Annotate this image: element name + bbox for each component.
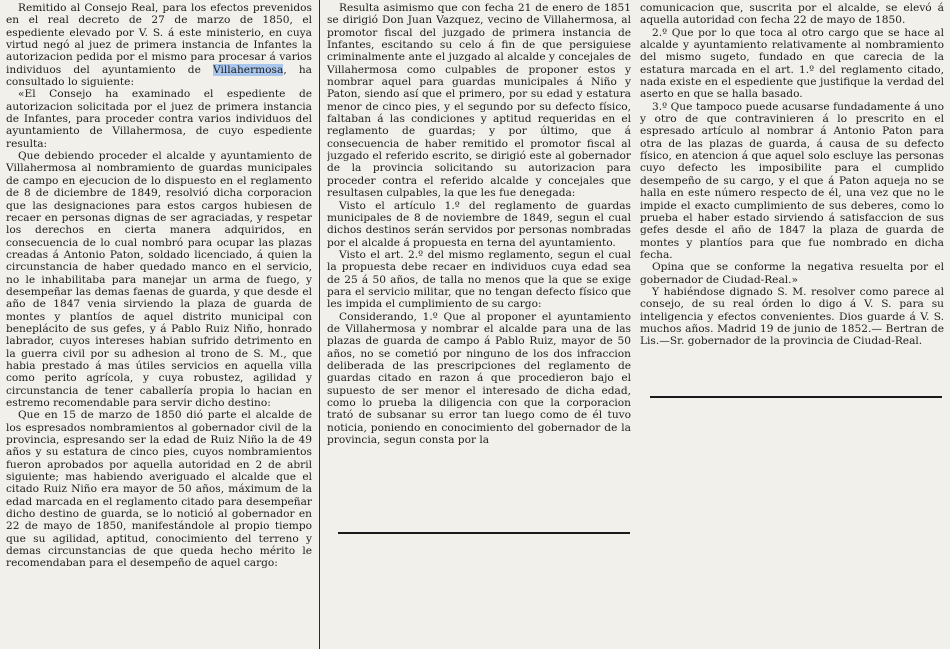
paragraph: Visto el art. 2.º del mismo reglamento, segun el cual la propuesta debe recaer en individuos cuya edad sea de 25 á 50 años, de talla no menos que la que se exige para el servicio militar, que no tengan defecto físico que les impida el cumplimiento de su cargo: (327, 248, 631, 311)
column-divider (319, 0, 320, 649)
paragraph: Visto el artículo 1.º del reglamento de guardas municipales de 8 de noviembre de 1849, segun el cual dichos destinos serán servidos por personas nombradas por el alcalde á propuesta en terna del ayuntamiento. (327, 199, 631, 249)
column-3 (640, 2, 944, 392)
paragraph: 3.º Que tampoco puede acusarse fundadamente á uno y otro de que contravinieren á lo prescrito en el espresado artículo al nombrar á Antonio Paton para otra de las plazas de guarda, á causa de su defecto físico, en atencion á que aquel solo escluye las personas cuyo defecto les imposibilite para el cumplido desempeño de su cargo, y el que á Paton aqueja no se halla en este número respecto de él, una vez que no le impide el exacto cumplimiento de sus deberes, como lo prueba el haber estado sirviendo á satisfaccion de sus gefes desde el año de 1847 la plaza de guarda de montes y plantíos para que fue nombrado en dicha fecha. (640, 100, 944, 261)
section-end-rule (338, 532, 630, 534)
highlighted-word: Villahermosa (213, 63, 284, 76)
paragraph (6, 2, 312, 88)
paragraph-text: Remitido al Consejo Real, para los efectos prevenidos en el real decreto de 27 de marzo de 1850, el espediente elevado por V. S. á este ministerio, en cuya virtud negó al juez de primera instancia de Infantes la autorizacion pedida por el mismo para procesar á varios individuos del ayuntamiento de (6, 2, 312, 76)
paragraph: Resulta asimismo que con fecha 21 de enero de 1851 se dirigió Don Juan Vazquez, vecino de Villahermosa, al promotor fiscal del juzgado de primera instancia de Infantes, escitando su celo á fin de que persiguiese criminalmente ante el juzgado al alcalde y concejales de Villahermosa como culpables de proponer estos y nombrar aquel para guardas municipales á Niño y Paton, siendo así que el primero, por su edad y estatura menor de cinco pies, y el segundo por su defecto físico, faltaban á las condiciones y aptitud requeridas en el reglamento de guardas; y por último, que á consecuencia de haber remitido el promotor fiscal al juzgado el referido escrito, se dirigió este al gobernador de la provincia solicitando su autorizacion para proceder contra el referido alcalde y concejales que resultasen culpables, la que les fue denegada: (327, 2, 631, 200)
paragraph-text-tail: , ha consultado lo siguiente: (6, 63, 312, 89)
paragraph: Y habiéndose dignado S. M. resolver como parece al consejo, de su real órden lo digo á V. S. para su inteligencia y efectos convenientes. Dios guarde á V. S. muchos años. Madrid 19 de junio de 1852.— Bertran de Lis.—Sr. gobernador de la provincia de Ciudad-Real. (640, 285, 944, 348)
paragraph: Que debiendo proceder el alcalde y ayuntamiento de Villahermosa al nombramiento de guardas municipales de campo en ejecucion de lo dispuesto en el reglamento de 8 de diciembre de 1849, resolvió dicha corporacion que las designaciones para estos cargos hubiesen de recaer en personas dignas de ser agraciadas, y respetar los derechos en cierta manera adquiridos, en consecuencia de lo cual nombró para ocupar las plazas creadas á Antonio Paton, soldado licenciado, á quien la circunstancia de haber quedado manco en el servicio, no le inhabilitaba para manejar un arma de fuego, y desempeñar las demas faenas de guarda, y que desde el año de 1847 venia sirviendo la plaza de guarda de montes y plantíos de aquel distrito municipal con beneplácito de sus gefes, y á Pablo Ruiz Niño, honrado labrador, cuyos intereses habian sufrido detrimento en la guerra civil por su adhesion al trono de S. M., que habia prestado á mas útiles servicios en aquella villa como perito agrícola, y cuya robustez, agilidad y circunstancia de tener caballería propia lo hacian en estremo recomendable para servir dicho destino: (6, 150, 312, 409)
column-2 (327, 2, 631, 522)
paragraph: Opina que se conforme la negativa resuelta por el gobernador de Ciudad-Real.» (640, 261, 944, 286)
paragraph: Que en 15 de marzo de 1850 dió parte el alcalde de los espresados nombramientos al gobernador civil de la provincia, espresando ser la edad de Ruiz Niño la de 49 años y su estatura de cinco pies, cuyos nombramientos fueron aprobados por aquella autoridad en 2 de abril siguiente; mas habiendo averiguado el alcalde que el citado Ruiz Niño era mayor de 50 años, máximum de la edad marcada en el reglamento citado para desempeñar dicho destino de guarda, se lo notició al gobernador en 22 de mayo de 1850, manifestándole al propio tiempo que su agilidad, aptitud, conocimiento del terreno y demas circunstancias de que queda hecho mérito le recomendaban para el desempeño de aquel cargo: (6, 409, 312, 570)
paragraph: 2.º Que por lo que toca al otro cargo que se hace al alcalde y ayuntamiento relativamente al nombramiento del mismo sugeto, fundado en que carecia de la estatura marcada en el art. 1.º del reglamento citado, nada existe en el espediente que justifique la verdad del aserto en que se halla basado. (640, 26, 944, 101)
paragraph: comunicacion que, suscrita por el alcalde, se elevó á aquella autoridad con fecha 22 de mayo de 1850. (640, 2, 944, 27)
paragraph: «El Consejo ha examinado el espediente de autorizacion solicitada por el juez de primera instancia de Infantes, para proceder contra varios individuos del ayuntamiento de Villahermosa, de cuyo espediente resulta: (6, 88, 312, 150)
column-1 (6, 2, 312, 647)
paragraph: Considerando, 1.º Que al proponer el ayuntamiento de Villahermosa y nombrar el alcalde para una de las plazas de guarda de campo á Pablo Ruiz, mayor de 50 años, no se cometió por ninguno de los dos infraccion deliberada de las prescripciones del reglamento de guardas citado en razon á que procedieron bajo el supuesto de ser menor el interesado de dicha edad, como lo prueba la diligencia con que la corporacion trató de subsanar su error tan luego como de él tuvo noticia, poniendo en conocimiento del gobernador de la provincia, segun consta por la (327, 310, 631, 447)
section-end-rule (650, 396, 942, 398)
